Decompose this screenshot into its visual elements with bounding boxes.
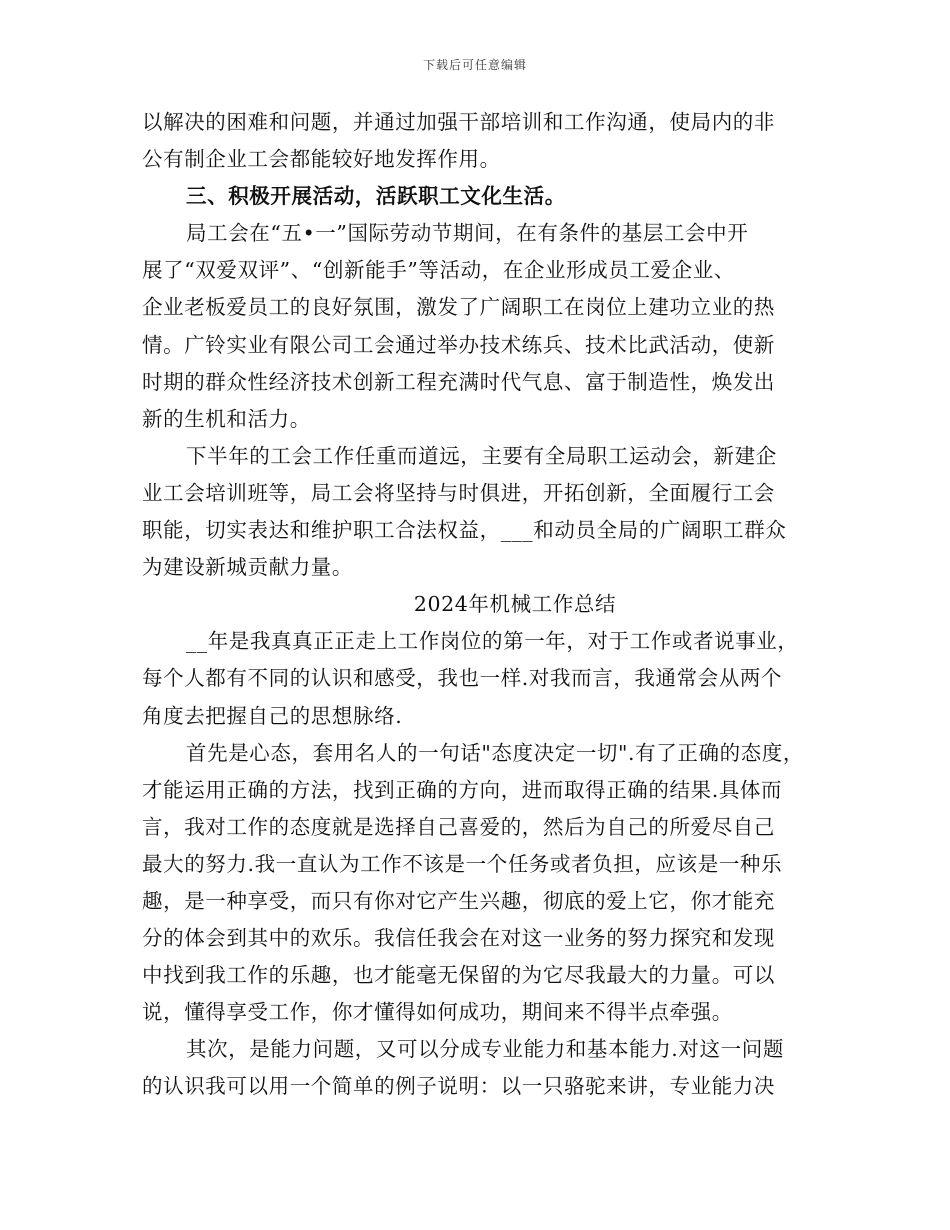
header-note: 下载后可任意编辑	[422, 58, 527, 72]
text-line: 以解决的困难和问题，并通过加强干部培训和工作沟通，使局内的非	[142, 110, 775, 134]
text-line: 的认识我可以用一个简单的例子说明：以一只骆驼来讲，专业能力决	[142, 1074, 775, 1099]
text-line: 说，懂得享受工作，你才懂得如何成功，期间来不得半点牵强。	[142, 1000, 733, 1025]
text-line: 首先是心态，套用名人的一句话"态度决定一切".有了正确的态度，	[186, 740, 804, 765]
text-line: 为建设新城贡献力量。	[142, 555, 353, 580]
text-line: 言，我对工作的态度就是选择自己喜爱的，然后为自己的所爱尽自己	[142, 814, 775, 839]
text-line: 下半年的工会工作任重而道远，主要有全局职工运动会，新建企	[186, 443, 777, 468]
text-line: 才能运用正确的方法，找到正确的方向，进而取得正确的结果.具体而	[142, 777, 783, 802]
text-line: 新的生机和活力。	[142, 406, 311, 431]
text-line: 分的体会到其中的欢乐。我信任我会在对这一业务的努力探究和发现	[142, 926, 775, 951]
text-line: 趣，是一种享受，而只有你对它产生兴趣，彻底的爱上它，你才能充	[142, 888, 775, 913]
text-line: 其次，是能力问题，又可以分成专业能力和基本能力.对这一问题	[186, 1037, 784, 1062]
text-line: 角度去把握自己的思想脉络.	[142, 703, 403, 728]
section-heading: 三、积极开展活动，活跃职工文化生活。	[186, 184, 566, 209]
text-line: __年是我真真正正走上工作岗位的第一年，对于工作或者说事业，	[186, 629, 799, 654]
text-line: 职能，切实表达和维护职工合法权益，___和动员全局的广阔职工群众	[142, 518, 787, 543]
text-line: 最大的努力.我一直认为工作不该是一个任务或者负担，应该是一种乐	[142, 851, 783, 876]
text-line: 展了“双爱双评”、“创新能手”等活动，在企业形成员工爱企业、	[142, 258, 735, 283]
section-title: 2024年机械工作总结	[413, 592, 617, 617]
text-line: 公有制企业工会都能较好地发挥作用。	[142, 147, 501, 172]
text-line: 每个人都有不同的认识和感受，我也一样.对我而言，我通常会从两个	[142, 666, 783, 691]
document-body	[142, 104, 818, 1106]
text-line: 时期的群众性经济技术创新工程充满时代气息、富于制造性，焕发出	[142, 369, 775, 394]
text-line: 局工会在“五•一”国际劳动节期间，在有条件的基层工会中开	[186, 221, 749, 246]
text-line: 情。广铃实业有限公司工会通过举办技术练兵、技术比武活动，使新	[142, 332, 775, 357]
text-line: 中找到我工作的乐趣，也才能毫无保留的为它尽我最大的力量。可以	[142, 963, 775, 988]
text-line: 企业老板爱员工的良好氛围，激发了广阔职工在岗位上建功立业的热	[142, 295, 775, 320]
text-line: 业工会培训班等，局工会将坚持与时俱进，开拓创新，全面履行工会	[142, 480, 775, 505]
